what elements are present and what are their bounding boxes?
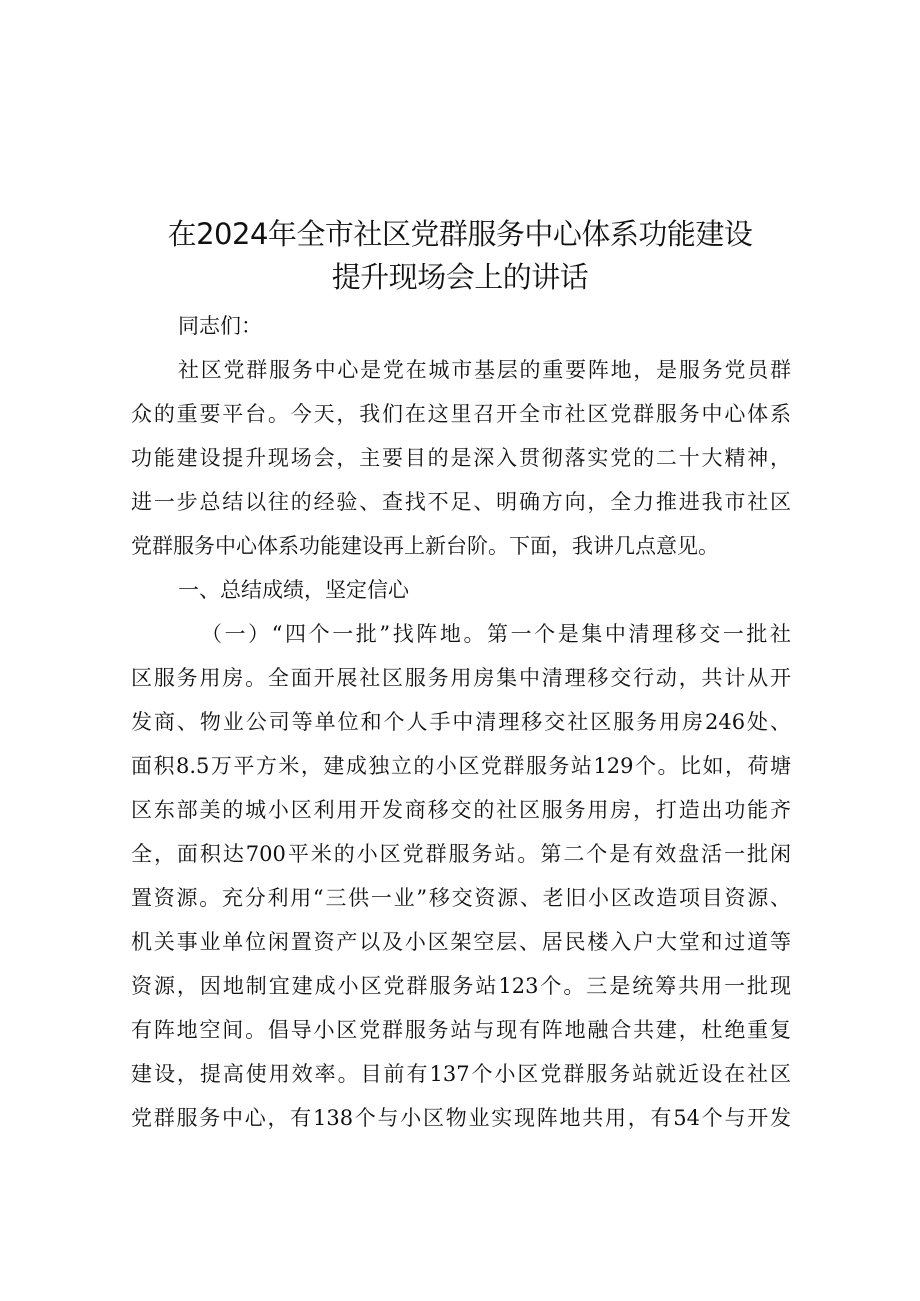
body-line: 置资源。充分利用“三供一业”移交资源、老旧小区改造项目资源、 [131, 886, 791, 910]
intro-line: 党群服务中心体系功能建设再上新台阶。下面，我讲几点意见。 [131, 534, 719, 558]
body-line: 机关事业单位闲置资产以及小区架空层、居民楼入户大堂和过道等 [131, 930, 791, 954]
body-line: 党群服务中心，有138个与小区物业实现阵地共用，有54个与开发 [131, 1106, 791, 1130]
intro-line: 社区党群服务中心是党在城市基层的重要阵地，是服务党员群 [178, 358, 791, 382]
body-line: 面积8.5万平方米，建成独立的小区党群服务站129个。比如，荷塘 [131, 754, 791, 778]
intro-line: 众的重要平台。今天，我们在这里召开全市社区党群服务中心体系 [131, 402, 791, 426]
body-line: 全，面积达700平米的小区党群服务站。第二个是有效盘活一批闲 [131, 842, 791, 866]
body-line: 区东部美的城小区利用开发商移交的社区服务用房，打造出功能齐 [131, 798, 791, 822]
body-line: 发商、物业公司等单位和个人手中清理移交社区服务用房246处、 [131, 710, 791, 734]
body-line: 有阵地空间。倡导小区党群服务站与现有阵地融合共建，杜绝重复 [131, 1018, 791, 1042]
body-line: 资源，因地制宜建成小区党群服务站123个。三是统筹共用一批现 [131, 974, 791, 998]
body-line: （一）“四个一批”找阵地。第一个是集中清理移交一批社 [201, 622, 791, 646]
salutation: 同志们： [178, 314, 262, 338]
body-line: 建设，提高使用效率。目前有137个小区党群服务站就近设在社区 [131, 1062, 791, 1086]
intro-line: 进一步总结以往的经验、查找不足、明确方向，全力推进我市社区 [131, 490, 791, 514]
document-title-line-2: 提升现场会上的讲话 [331, 260, 589, 294]
section-heading: 一、总结成绩，坚定信心 [178, 578, 409, 602]
document-title-line-1: 在2024年全市社区党群服务中心体系功能建设 [167, 217, 753, 251]
intro-line: 功能建设提升现场会，主要目的是深入贯彻落实党的二十大精神， [131, 446, 791, 470]
body-line: 区服务用房。全面开展社区服务用房集中清理移交行动，共计从开 [131, 666, 791, 690]
